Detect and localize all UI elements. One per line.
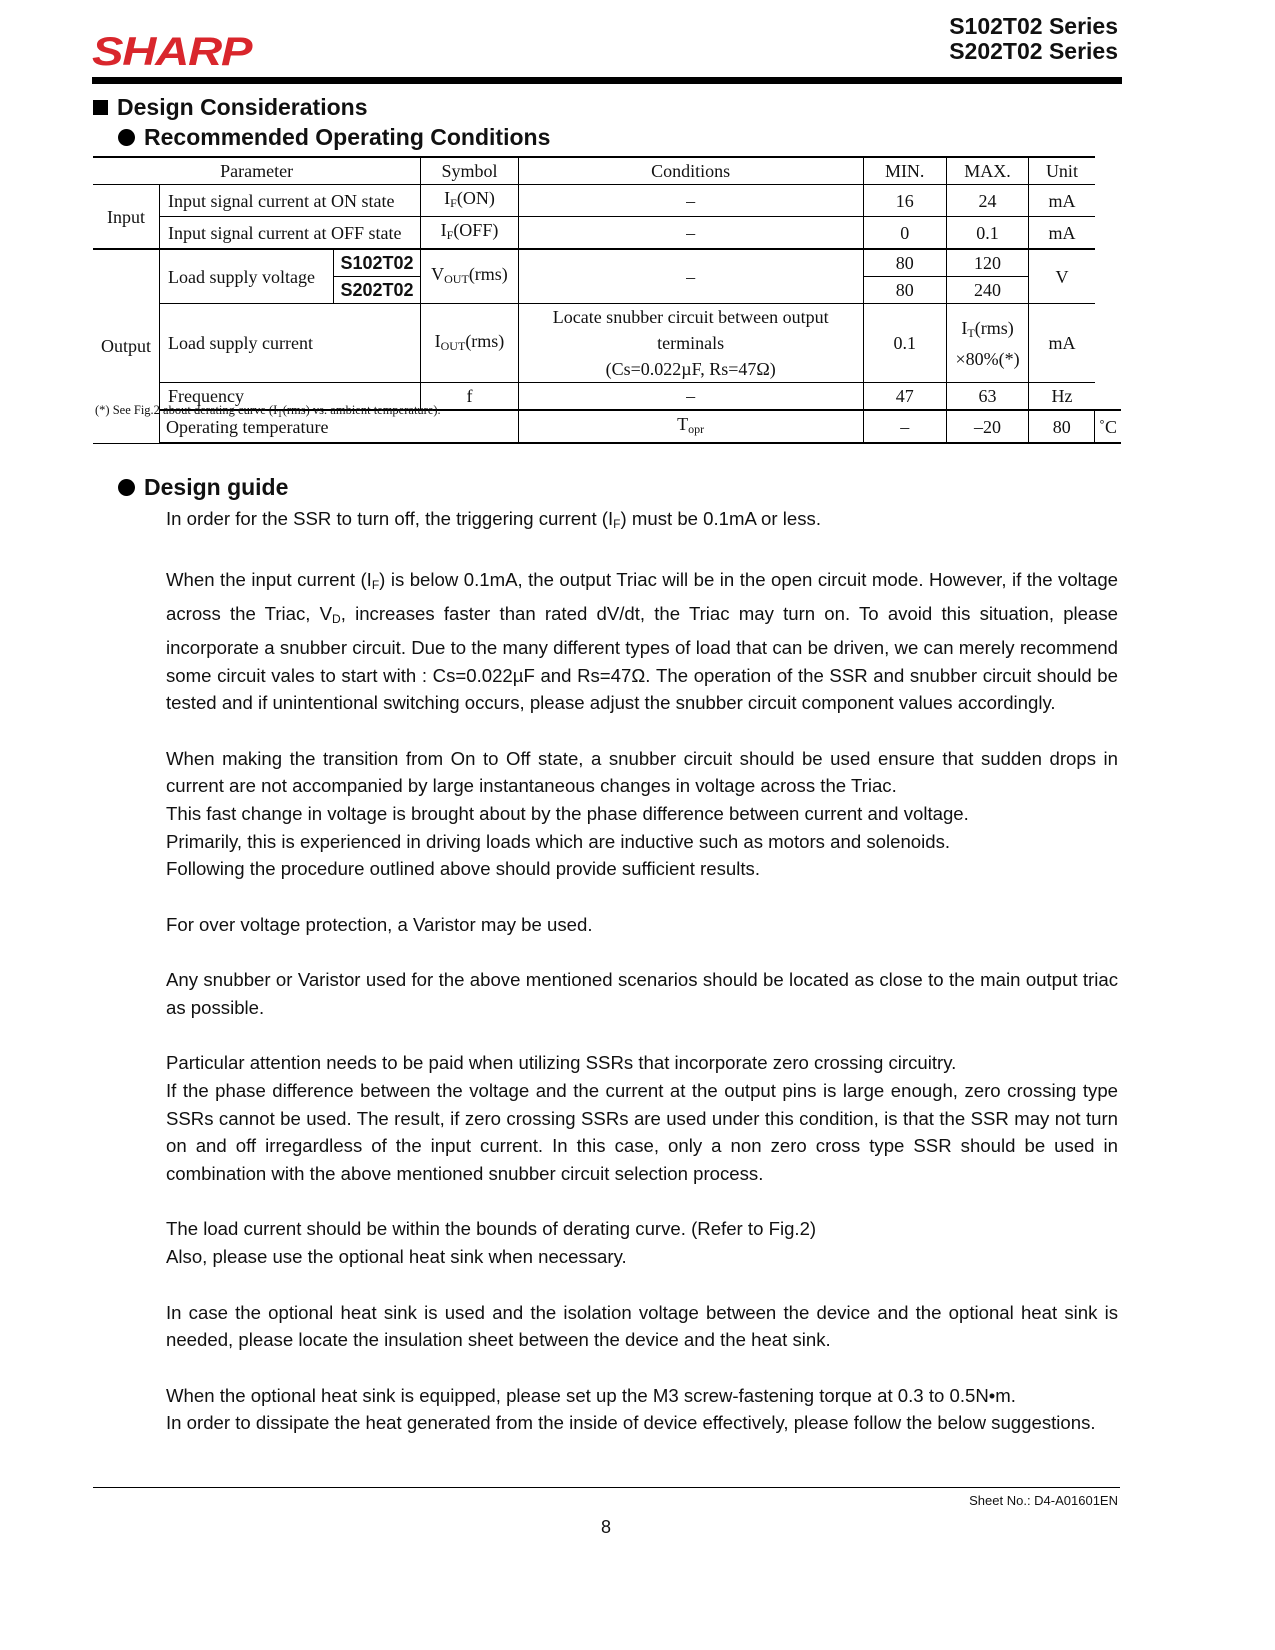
subsection-title: Design guide bbox=[144, 474, 289, 500]
table-row bbox=[93, 304, 1121, 383]
param-cell: Load supply current bbox=[160, 304, 421, 383]
header-cell: MAX. bbox=[946, 157, 1029, 185]
table-row bbox=[93, 249, 1121, 277]
param-cell: Operating temperature bbox=[160, 410, 519, 443]
max-cell: 120 bbox=[946, 249, 1029, 277]
min-cell: 16 bbox=[863, 185, 946, 217]
paragraph: Particular attention needs to be paid when utilizing SSRs that incorporate zero crossing circuitry. If the phase difference between the voltage and the current at the output pins is large enough, zero crossing type SSRs cannot be used. The result, if zero crossing SSRs are used under this condition, is that the SSR may not turn on and off irregardless of the input current. In this case, only a non zero cross type SSR should be used in combination with the above mentioned snubber circuit selection process. bbox=[166, 1052, 1118, 1185]
design-guide-text bbox=[166, 505, 1118, 1465]
model-cell: S202T02 bbox=[333, 277, 421, 304]
unit-cell: mA bbox=[1029, 304, 1095, 383]
series-title bbox=[949, 14, 1118, 64]
paragraph: When the optional heat sink is equipped, please set up the M3 screw-fastening torque at 0.3 to 0.5N•m. In order to dissipate the heat generated from the inside of device effectively, please follow the below suggestions. bbox=[166, 1384, 1096, 1434]
bullet-icon bbox=[118, 129, 135, 146]
header-rule bbox=[92, 77, 1122, 84]
square-bullet-icon bbox=[93, 100, 108, 115]
unit-cell: mA bbox=[1029, 185, 1095, 217]
cond-cell: – bbox=[518, 217, 863, 250]
header-cell: Symbol bbox=[421, 157, 518, 185]
min-cell: 80 bbox=[863, 277, 946, 304]
cond-cell: – bbox=[518, 383, 863, 411]
min-cell: 0.1 bbox=[863, 304, 946, 383]
subsection-heading bbox=[118, 124, 550, 151]
min-cell: 0 bbox=[863, 217, 946, 250]
subsection-heading bbox=[118, 474, 288, 501]
unit-cell: mA bbox=[1029, 217, 1095, 250]
symbol-cell: $I_F(OFF)$ bbox=[421, 217, 518, 250]
param-cell: Frequency bbox=[160, 383, 421, 411]
max-cell: $I_T(rms)$ ×80%(*) bbox=[946, 304, 1029, 383]
footer-rule bbox=[93, 1487, 1120, 1488]
series-line: S102T02 Series bbox=[949, 13, 1118, 39]
paragraph: In case the optional heat sink is used and the isolation voltage between the device and the optional heat sink is needed, please locate the insulation sheet between the device and the heat sink. bbox=[166, 1301, 1118, 1351]
param-cell: Input signal current at OFF state bbox=[160, 217, 421, 250]
max-cell: 0.1 bbox=[946, 217, 1029, 250]
sheet-number: Sheet No.: D4-A01601EN bbox=[969, 1493, 1118, 1508]
max-cell: 24 bbox=[946, 185, 1029, 217]
series-line: S202T02 Series bbox=[949, 38, 1118, 64]
header-cell: MIN. bbox=[863, 157, 946, 185]
header-cell: Unit bbox=[1029, 157, 1095, 185]
paragraph: For over voltage protection, a Varistor may be used. bbox=[166, 913, 593, 935]
table-header-row bbox=[93, 157, 1121, 185]
section-title: Design Considerations bbox=[117, 94, 368, 120]
header-cell: Parameter bbox=[93, 157, 421, 185]
symbol-cell: f bbox=[421, 383, 518, 411]
min-cell: 47 bbox=[863, 383, 946, 411]
paragraph: In order for the SSR to turn off, the triggering current $(I_F)$ must be 0.1mA or less. bbox=[166, 508, 821, 531]
symbol-cell: $V_{OUT}(rms)$ bbox=[421, 249, 518, 304]
unit-cell: ˚C bbox=[1095, 410, 1122, 443]
unit-cell: Hz bbox=[1029, 383, 1095, 411]
subsection-title: Recommended Operating Conditions bbox=[144, 124, 551, 150]
table-footnote: (*) See Fig.2 about derating curve ($I_T(rms)$ vs. ambient temperature). bbox=[95, 403, 441, 419]
min-cell: –20 bbox=[946, 410, 1029, 443]
cond-cell: Locate snubber circuit between output terminals (Cs=0.022µF, Rs=47Ω) bbox=[518, 304, 863, 383]
bullet-icon bbox=[118, 479, 135, 496]
paragraph: When making the transition from On to Off state, a snubber circuit should be used ensure that sudden drops in current are not accompanied by large instantaneous changes in voltage across the Triac. This fast change in voltage is brought about by the phase difference between current and voltage. Primarily, this is experienced in driving loads which are inductive such as motors and solenoids. Following the procedure outlined above should provide sufficient results. bbox=[166, 747, 1118, 880]
paragraph: When the input current $(I_F)$ is below 0.1mA, the output Triac will be in the open circuit mode. However, if the voltage across the Triac, $V_D$, increases faster than rated dV/dt, the Triac may turn on. To avoid this situation, please incorporate a snubber circuit. Due to the many different types of load that can be driven, we can merely recommend some circuit vales to start with : Cs=0.022µF and Rs=47Ω. The operation of the SSR and snubber circuit should be tested and if unintentional switching occurs, please adjust the snubber circuit component values accordingly. bbox=[166, 569, 1118, 714]
sharp-logo: SHARP bbox=[92, 30, 252, 74]
cond-cell: – bbox=[518, 249, 863, 304]
param-cell: Load supply voltage bbox=[160, 249, 334, 304]
max-cell: 240 bbox=[946, 277, 1029, 304]
max-cell: 63 bbox=[946, 383, 1029, 411]
table-row bbox=[93, 217, 1121, 250]
symbol-cell: $I_{OUT}(rms)$ bbox=[421, 304, 518, 383]
group-cell: Output bbox=[93, 249, 160, 443]
operating-conditions-table bbox=[93, 156, 1121, 444]
page-number: 8 bbox=[600, 1517, 611, 1537]
cond-cell: – bbox=[518, 185, 863, 217]
cond-cell: – bbox=[863, 410, 946, 443]
paragraph: Any snubber or Varistor used for the above mentioned scenarios should be located as close to the main output triac as possible. bbox=[166, 969, 1118, 1018]
symbol-cell: $T_{opr}$ bbox=[518, 410, 863, 443]
max-cell: 80 bbox=[1029, 410, 1095, 443]
symbol-cell: $I_F(ON)$ bbox=[421, 185, 518, 217]
param-cell: Input signal current at ON state bbox=[160, 185, 421, 217]
section-heading bbox=[93, 94, 367, 121]
unit-cell: V bbox=[1029, 249, 1095, 304]
header-cell: Conditions bbox=[518, 157, 863, 185]
model-cell: S102T02 bbox=[333, 249, 421, 277]
table-row bbox=[93, 185, 1121, 217]
paragraph: The load current should be within the bounds of derating curve. (Refer to Fig.2) Also, please use the optional heat sink when necessary. bbox=[166, 1218, 817, 1268]
group-cell: Input bbox=[93, 185, 160, 250]
min-cell: 80 bbox=[863, 249, 946, 277]
